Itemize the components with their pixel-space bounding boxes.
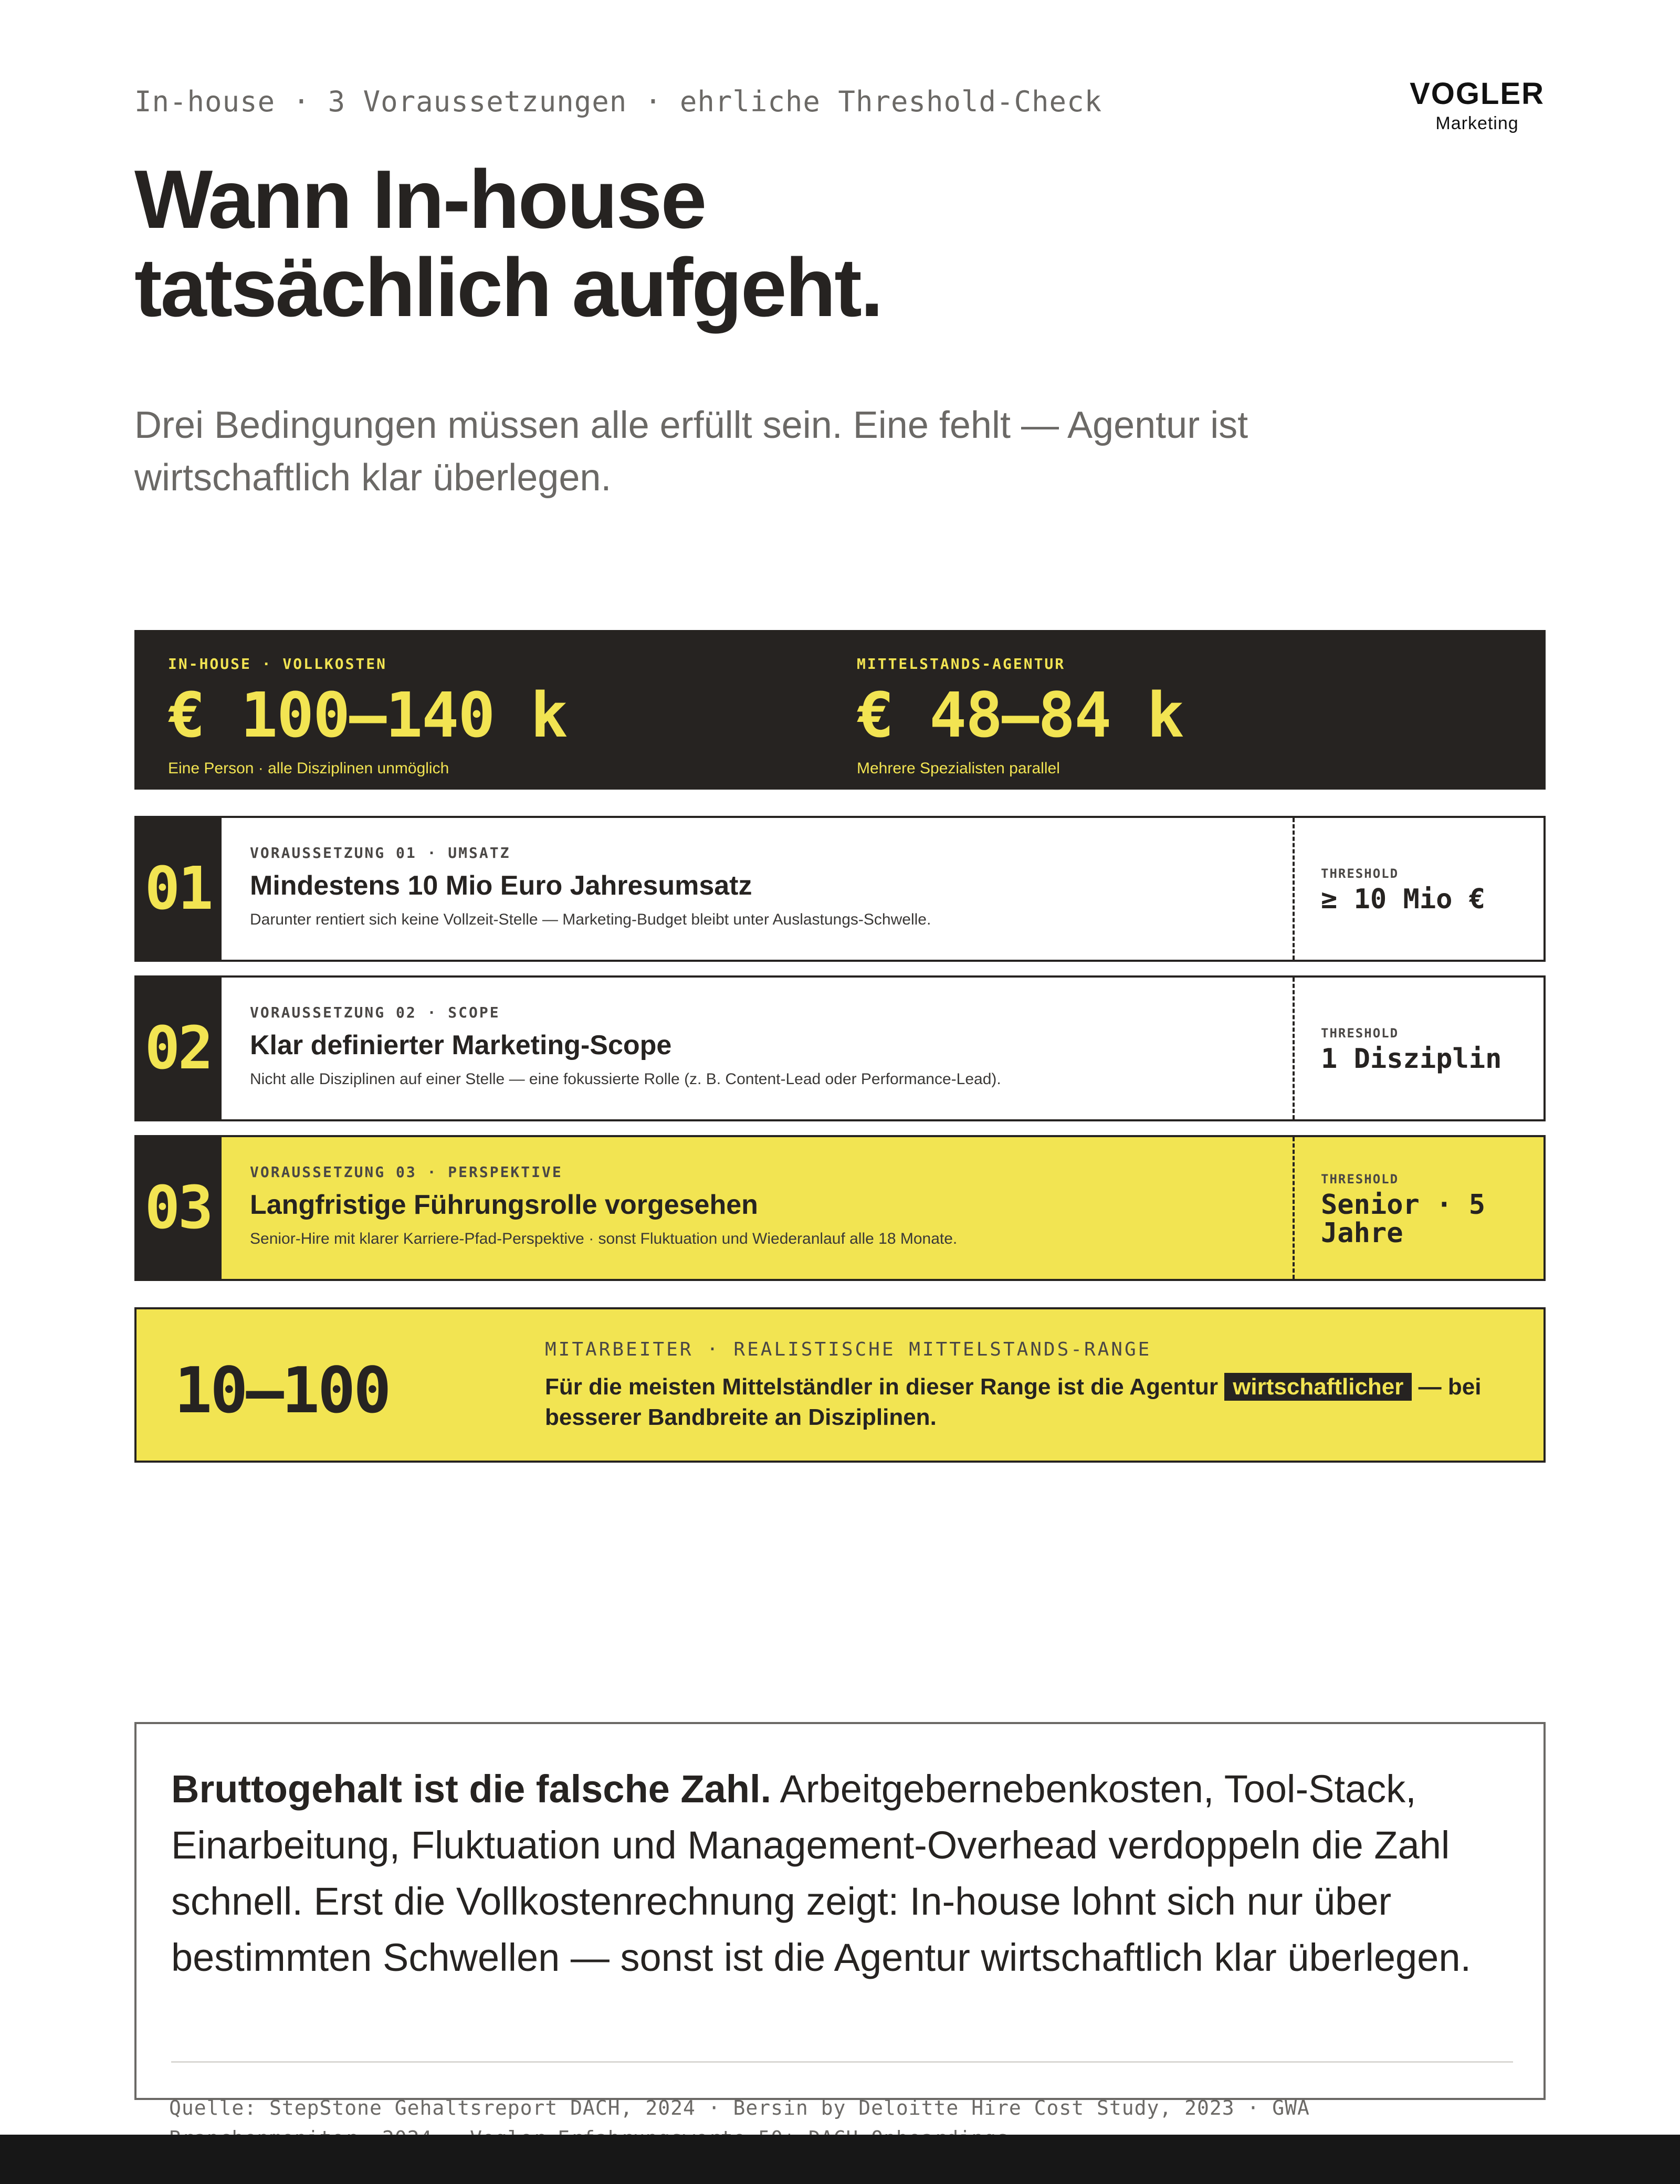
condition-title: Langfristige Führungsrolle vorgesehen (250, 1190, 758, 1220)
condition-divider (1293, 818, 1295, 960)
condition-threshold (1321, 1172, 1520, 1247)
inhouse-cost (168, 630, 566, 778)
range-text-before: Für die meisten Mittelständler in dieser Range ist die Agentur (545, 1374, 1218, 1400)
threshold-label: THRESHOLD (1321, 1172, 1399, 1186)
agency-cost-note: Mehrere Spezialisten parallel (857, 760, 1060, 777)
condition-threshold (1321, 866, 1520, 914)
threshold-label: THRESHOLD (1321, 1026, 1399, 1041)
page-title-line-1: Wann In-house (134, 153, 706, 246)
logo-wordmark: VOGLER (1410, 77, 1545, 111)
condition-title: Mindestens 10 Mio Euro Jahresumsatz (250, 870, 752, 901)
range-highlight-badge: wirtschaftlicher (1224, 1373, 1412, 1401)
statement-body: Arbeitgebernebenkosten, Tool-Stack, Einarbeitung, Fluktuation und Management-Overhead verdoppeln die Zahl schnell. Erst die Vollkostenrechnung zeigt: In-house lohnt sich nur über bestimmten Schwellen — sonst ist die Agentur wirtschaftlich klar überlegen. (171, 1767, 1472, 1979)
condition-title: Klar definierter Marketing-Scope (250, 1030, 672, 1060)
employee-range-text (545, 1372, 1521, 1433)
footer-bar (0, 2135, 1680, 2184)
statement-box (134, 1722, 1546, 2100)
condition-number: 01 (134, 816, 222, 962)
agency-cost (857, 630, 1183, 778)
logo-subline: Marketing (1435, 113, 1519, 133)
condition-card-scope (134, 975, 1546, 1121)
condition-divider (1293, 978, 1295, 1119)
condition-card-umsatz (134, 816, 1546, 962)
condition-threshold (1321, 1026, 1520, 1073)
page-subtitle: Drei Bedingungen müssen alle erfüllt sein. Eine fehlt — Agentur ist wirtschaftlich klar überlegen. (134, 404, 1248, 499)
condition-tag: VORAUSSETZUNG 02 · SCOPE (250, 1004, 500, 1021)
inhouse-cost-value: € 100–140 k (168, 679, 567, 751)
condition-tag: VORAUSSETZUNG 03 · PERSPEKTIVE (250, 1163, 563, 1181)
page-title-line-2: tatsächlich aufgeht. (134, 242, 882, 334)
brand-logo[interactable] (1410, 79, 1545, 134)
condition-description: Darunter rentiert sich keine Vollzeit-Stelle — Marketing-Budget bleibt unter Auslastungs-Schwelle. (250, 911, 931, 928)
source-note: Quelle: StepStone Gehaltsreport DACH, 2024 · Bersin by Deloitte Hire Cost Study, 2023 · GWA (169, 2096, 1310, 2119)
statement-text (171, 1761, 1515, 1986)
threshold-label: THRESHOLD (1321, 866, 1399, 881)
page-kicker: In-house · 3 Voraussetzungen · ehrliche Threshold-Check (134, 85, 1102, 118)
page-title (134, 155, 882, 332)
threshold-value: ≥ 10 Mio € (1321, 884, 1486, 915)
condition-description: Senior-Hire mit klarer Karriere-Pfad-Perspektive · sonst Fluktuation und Wiederanlauf alle 18 Monate. (250, 1230, 958, 1247)
agency-cost-label: MITTELSTANDS-AGENTUR (857, 655, 1066, 673)
employee-range-callout (134, 1307, 1546, 1463)
condition-divider (1293, 1137, 1295, 1279)
employee-range-tag: MITARBEITER · REALISTISCHE MITTELSTANDS-RANGE (545, 1339, 1152, 1360)
cost-comparison-bar (134, 630, 1546, 790)
statement-divider (171, 2061, 1513, 2063)
condition-card-perspektive (134, 1135, 1546, 1281)
employee-range-value: 10–100 (174, 1354, 390, 1427)
condition-description: Nicht alle Disziplinen auf einer Stelle — eine fokussierte Rolle (z. B. Content-Lead oder Performance-Lead). (250, 1070, 1001, 1088)
threshold-value: 1 Disziplin (1321, 1043, 1502, 1075)
agency-cost-value: € 48–84 k (857, 679, 1183, 751)
condition-tag: VORAUSSETZUNG 01 · UMSATZ (250, 844, 511, 862)
range-text-after: — bei besserer Bandbreite an Disziplinen. (545, 1374, 1482, 1430)
condition-number: 02 (134, 975, 222, 1121)
statement-lead: Bruttogehalt ist die falsche Zahl. (171, 1767, 772, 1811)
threshold-value: Senior · 5 Jahre (1321, 1189, 1486, 1249)
inhouse-cost-note: Eine Person · alle Disziplinen unmöglich (168, 760, 449, 777)
inhouse-cost-label: IN-HOUSE · VOLLKOSTEN (168, 655, 387, 673)
condition-number: 03 (134, 1135, 222, 1281)
